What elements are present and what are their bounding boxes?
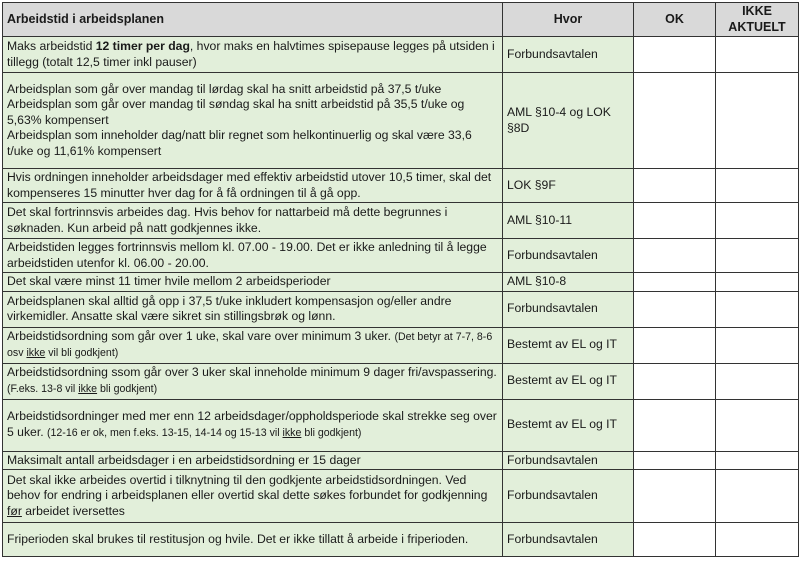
requirement-text: bli godkjent) bbox=[97, 382, 158, 395]
requirement-text: Arbeidsplan som går over mandag til søndag skal ha snitt arbeidstid på 35,5 t/uke og 5,63% kompensert bbox=[7, 97, 465, 127]
requirement-text: før bbox=[7, 503, 22, 518]
source-cell: AML §10-11 bbox=[503, 203, 634, 239]
requirement-cell bbox=[3, 451, 503, 470]
ok-check-cell[interactable] bbox=[634, 470, 716, 523]
source-cell: Bestemt av EL og IT bbox=[503, 363, 634, 399]
requirement-line bbox=[7, 82, 498, 98]
table-row bbox=[3, 399, 799, 451]
requirement-cell bbox=[3, 73, 503, 169]
not-relevant-check-cell[interactable] bbox=[716, 451, 799, 470]
table-row bbox=[3, 470, 799, 523]
table-row bbox=[3, 37, 799, 73]
requirement-line bbox=[7, 409, 498, 441]
source-cell: LOK §9F bbox=[503, 169, 634, 203]
source-cell: Forbundsavtalen bbox=[503, 37, 634, 73]
requirement-line bbox=[7, 453, 498, 469]
requirement-text: Friperioden skal brukes til restitusjon og hvile. Det er ikke tillatt å arbeide i friperioden. bbox=[7, 531, 469, 546]
column-header-ok: OK bbox=[634, 3, 716, 37]
ok-check-cell[interactable] bbox=[634, 291, 716, 327]
table-row bbox=[3, 203, 799, 239]
ok-check-cell[interactable] bbox=[634, 169, 716, 203]
requirement-text: arbeidet iversettes bbox=[21, 503, 125, 518]
column-header-requirement: Arbeidstid i arbeidsplanen bbox=[3, 3, 503, 37]
not-relevant-check-cell[interactable] bbox=[716, 327, 799, 363]
header-row bbox=[3, 3, 799, 37]
requirement-text: Arbeidstiden legges fortrinnsvis mellom kl. 07.00 - 19.00. Det er ikke anledning til å legge arbeidstiden utenfor kl. 06.00 - 20.00. bbox=[7, 240, 487, 270]
column-header-not-relevant: IKKE AKTUELT bbox=[716, 3, 799, 37]
table-row bbox=[3, 363, 799, 399]
table-row bbox=[3, 327, 799, 363]
ok-check-cell[interactable] bbox=[634, 363, 716, 399]
source-cell: Forbundsavtalen bbox=[503, 239, 634, 273]
ok-check-cell[interactable] bbox=[634, 523, 716, 557]
requirement-cell bbox=[3, 327, 503, 363]
requirement-text: (F.eks. 13-8 vil bbox=[7, 382, 79, 395]
requirement-line bbox=[7, 532, 498, 548]
requirement-line bbox=[7, 240, 498, 271]
table-row bbox=[3, 73, 799, 169]
requirement-line bbox=[7, 294, 498, 325]
requirement-line bbox=[7, 97, 498, 128]
requirement-cell bbox=[3, 291, 503, 327]
requirement-line bbox=[7, 205, 498, 236]
requirement-text: Det skal fortrinnsvis arbeides dag. Hvis behov for nattarbeid må dette begrunnes i søknaden. Kun arbeid på natt godkjennes ikke. bbox=[7, 205, 448, 235]
not-relevant-check-cell[interactable] bbox=[716, 239, 799, 273]
requirement-text: Maks arbeidstid bbox=[7, 39, 96, 53]
requirement-text: Hvis ordningen inneholder arbeidsdager med effektiv arbeidstid utover 10,5 timer, skal det kompenseres 15 minutter hver dag for å få ordningen til å gå opp. bbox=[7, 170, 492, 200]
requirement-cell bbox=[3, 399, 503, 451]
requirement-text: Arbeidsplanen skal alltid gå opp i 37,5 t/uke inkludert kompensasjon og/eller andre virkemidler. Ansatte skal være sikret sin stillingsbrøk og lønn. bbox=[7, 293, 452, 323]
not-relevant-check-cell[interactable] bbox=[716, 291, 799, 327]
requirement-text: (Det betyr at 7-7, 8-6 osv bbox=[7, 330, 493, 359]
requirement-cell bbox=[3, 239, 503, 273]
not-relevant-check-cell[interactable] bbox=[716, 399, 799, 451]
requirement-text: Arbeidstidsordninger med mer enn 12 arbeidsdager/oppholdsperiode skal strekke seg over 5 uker. bbox=[7, 409, 497, 439]
requirement-text: ikke bbox=[78, 382, 98, 395]
not-relevant-check-cell[interactable] bbox=[716, 169, 799, 203]
requirement-cell bbox=[3, 273, 503, 292]
column-header-where: Hvor bbox=[503, 3, 634, 37]
requirement-cell bbox=[3, 203, 503, 239]
requirement-text: ikke bbox=[282, 426, 302, 439]
requirement-line bbox=[7, 39, 498, 70]
not-relevant-check-cell[interactable] bbox=[716, 363, 799, 399]
not-relevant-check-cell[interactable] bbox=[716, 273, 799, 292]
ok-check-cell[interactable] bbox=[634, 203, 716, 239]
requirement-text: Det skal ikke arbeides overtid i tilknytning til den godkjente arbeidstidsordningen. Ved behov for endring i arbeidsplanen eller overtid skal dette søkes forbundet for godkjenning bbox=[7, 472, 488, 503]
requirement-text: Arbeidstidsordning som går over 1 uke, skal vare over minimum 3 uker. bbox=[7, 328, 395, 343]
ok-check-cell[interactable] bbox=[634, 327, 716, 363]
table-row bbox=[3, 169, 799, 203]
requirement-line bbox=[7, 329, 498, 362]
arbeidstid-checklist-table bbox=[2, 2, 799, 557]
source-cell: Forbundsavtalen bbox=[503, 291, 634, 327]
requirement-text: Maksimalt antall arbeidsdager i en arbeidstidsordning er 15 dager bbox=[7, 452, 361, 467]
not-relevant-check-cell[interactable] bbox=[716, 470, 799, 523]
requirement-line bbox=[7, 473, 498, 520]
table-row bbox=[3, 239, 799, 273]
requirement-cell bbox=[3, 470, 503, 523]
table-row bbox=[3, 523, 799, 557]
requirement-text: Arbeidstidsordning ssom går over 3 uker skal inneholde minimum 9 dager fri/avspassering. bbox=[7, 365, 497, 379]
not-relevant-check-cell[interactable] bbox=[716, 203, 799, 239]
requirement-line bbox=[7, 128, 498, 159]
requirement-text: ikke bbox=[26, 347, 46, 359]
ok-check-cell[interactable] bbox=[634, 273, 716, 292]
ok-check-cell[interactable] bbox=[634, 37, 716, 73]
requirement-line bbox=[7, 170, 498, 201]
source-cell: AML §10-8 bbox=[503, 273, 634, 292]
requirement-text: (12-16 er ok, men f.eks. 13-15, 14-14 og 15-13 vil bbox=[46, 426, 283, 439]
requirement-text: 12 timer per dag bbox=[95, 39, 190, 53]
source-cell: Forbundsavtalen bbox=[503, 451, 634, 470]
requirement-cell bbox=[3, 37, 503, 73]
checklist-body bbox=[3, 37, 799, 557]
ok-check-cell[interactable] bbox=[634, 451, 716, 470]
requirement-line bbox=[7, 274, 498, 290]
requirement-text: vil bli godkjent) bbox=[45, 347, 119, 359]
not-relevant-check-cell[interactable] bbox=[716, 523, 799, 557]
table-row bbox=[3, 291, 799, 327]
requirement-cell bbox=[3, 523, 503, 557]
ok-check-cell[interactable] bbox=[634, 239, 716, 273]
table-row bbox=[3, 273, 799, 292]
ok-check-cell[interactable] bbox=[634, 399, 716, 451]
requirement-text: bli godkjent) bbox=[301, 426, 362, 439]
not-relevant-check-cell[interactable] bbox=[716, 73, 799, 169]
requirement-line bbox=[7, 365, 498, 397]
requirement-text: Arbeidsplan som inneholder dag/natt blir regnet som helkontinuerlig og skal være 33,6 t/uke og 11,61% kompensert bbox=[7, 128, 472, 158]
source-cell: Forbundsavtalen bbox=[503, 470, 634, 523]
ok-check-cell[interactable] bbox=[634, 73, 716, 169]
source-cell: Forbundsavtalen bbox=[503, 523, 634, 557]
requirement-cell bbox=[3, 169, 503, 203]
requirement-cell bbox=[3, 363, 503, 399]
source-cell: Bestemt av EL og IT bbox=[503, 399, 634, 451]
requirement-text: Det skal være minst 11 timer hvile mellom 2 arbeidsperioder bbox=[7, 274, 331, 288]
source-cell: AML §10-4 og LOK §8D bbox=[503, 73, 634, 169]
source-cell: Bestemt av EL og IT bbox=[503, 327, 634, 363]
requirement-text: Arbeidsplan som går over mandag til lørdag skal ha snitt arbeidstid på 37,5 t/uke bbox=[7, 81, 442, 96]
requirement-text: , hvor maks en halvtimes spisepause legges på utsiden i tillegg (totalt 12,5 timer inkl pauser) bbox=[7, 39, 495, 69]
table-row bbox=[3, 451, 799, 470]
not-relevant-check-cell[interactable] bbox=[716, 37, 799, 73]
